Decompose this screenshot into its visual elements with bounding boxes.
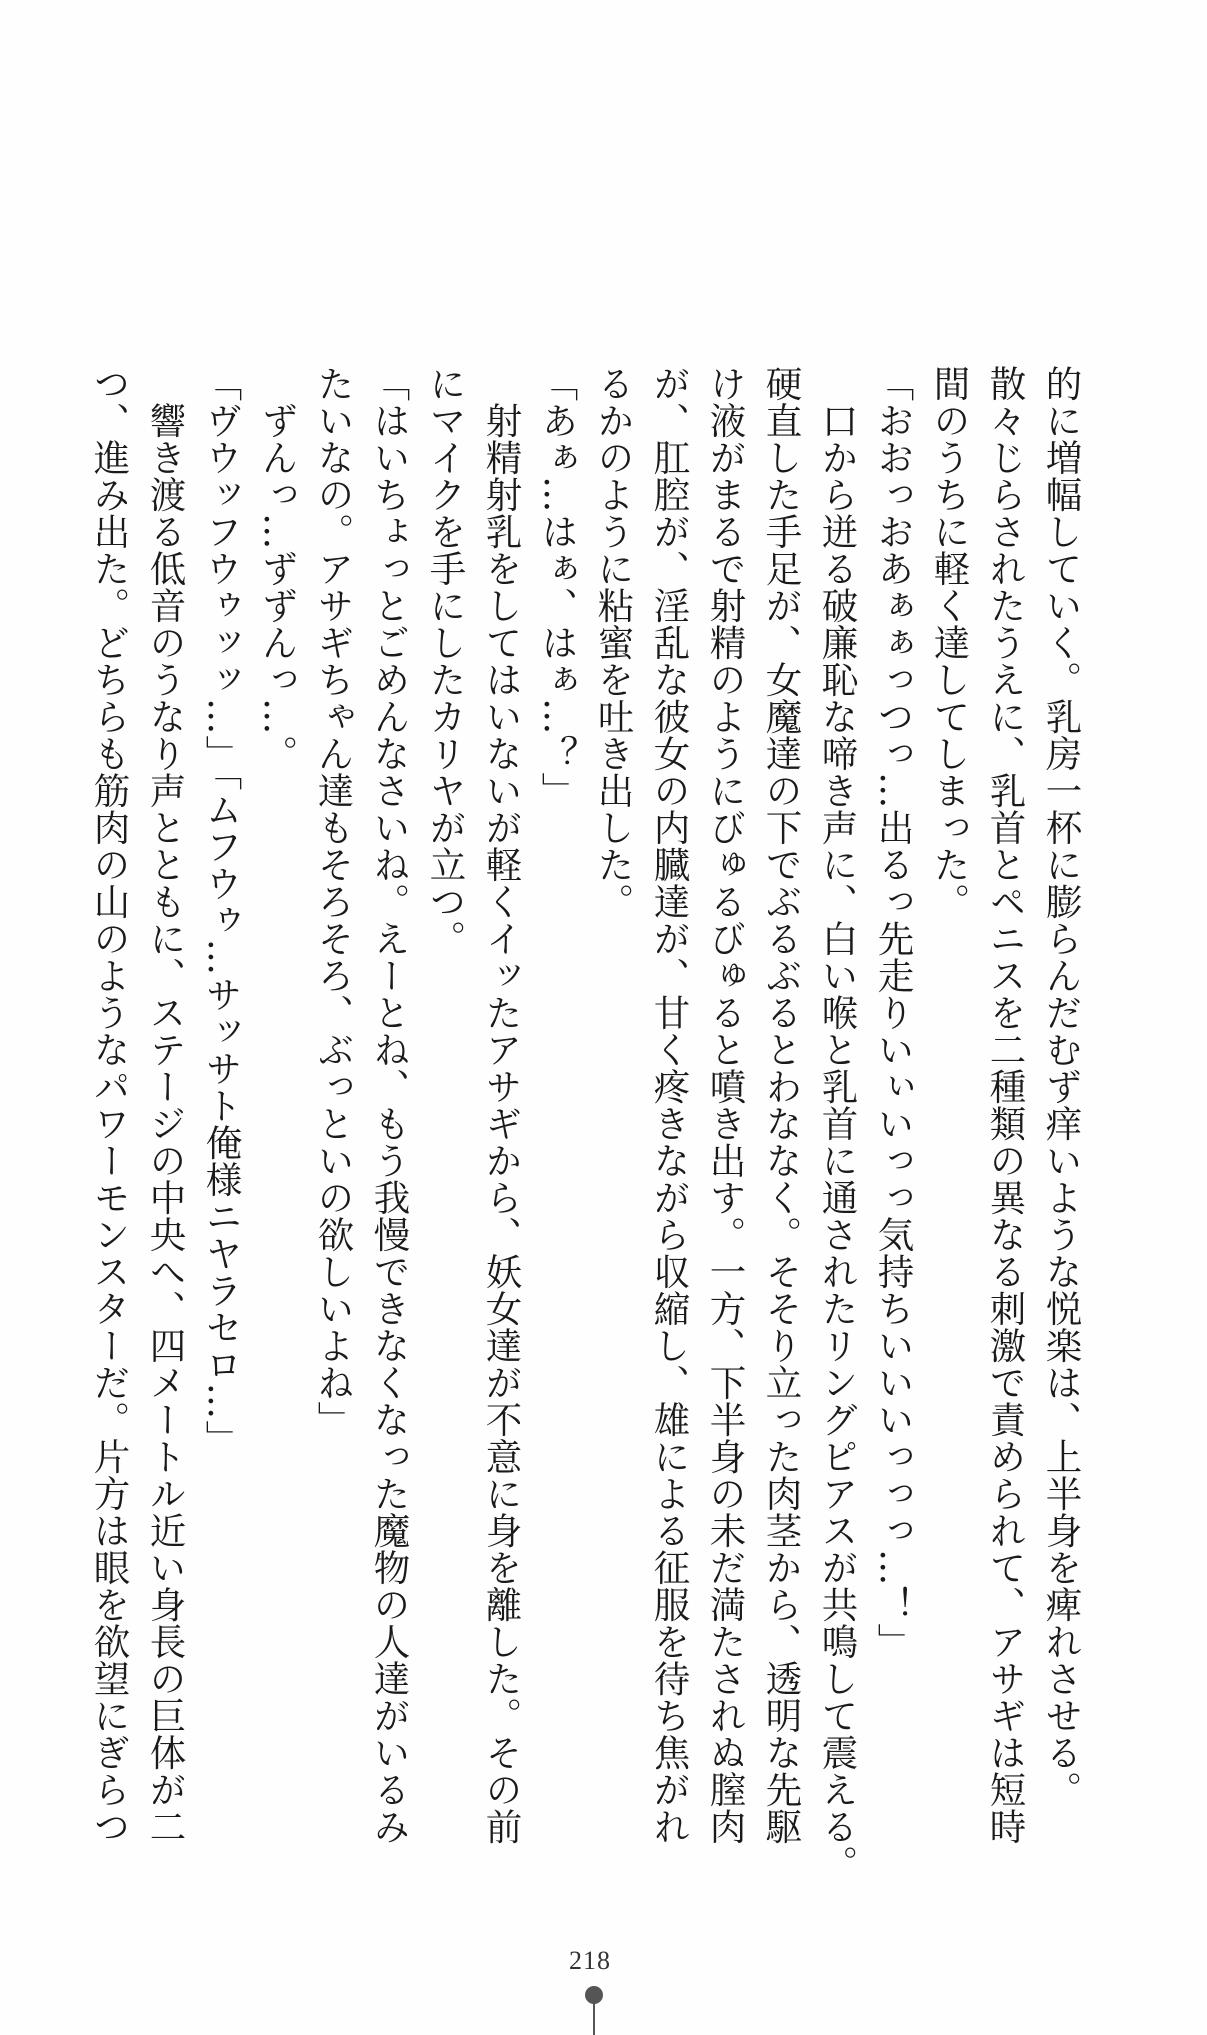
text-column: にマイクを手にしたカリヤが立つ。 [424, 365, 467, 957]
text-column: 「おおっおあぁぁっつっ…出るっ先走りいぃいっっ気持ちいいいっっっ…！」 [872, 365, 915, 1660]
page-marker-stem [593, 2002, 595, 2035]
text-column: が、肛腔が、淫乱な彼女の内臓達が、甘く疼きながら収縮し、雄による征服を待ち焦がれ [648, 365, 691, 1845]
text-column: け液がまるで射精のようにびゅるびゅると噴き出す。一方、下半身の未だ満たされぬ膣肉 [704, 365, 747, 1845]
text-column: 「あぁ…はぁ、はぁ…？」 [536, 365, 579, 809]
body-text [81, 365, 1089, 1882]
text-column: つ、進み出た。どちらも筋肉の山のようなパワーモンスターだ。片方は眼を欲望にぎらつ [88, 365, 131, 1845]
text-column: 「はいちょっとごめんなさいね。えーとね、もう我慢できなくなった魔物の人達がいるみ [368, 365, 411, 1845]
text-column: るかのように粘蜜を吐き出した。 [592, 365, 635, 920]
text-column: 的に増幅していく。乳房一杯に膨らんだむず痒いような悦楽は、上半身を痺れさせる。 [1040, 365, 1083, 1808]
text-column: 口から迸る破廉恥な啼き声に、白い喉と乳首に通されたリングピアスが共鳴して震える。 [816, 365, 859, 1882]
text-column: 間のうちに軽く達してしまった。 [928, 365, 971, 920]
text-column: 響き渡る低音のうなり声とともに、ステージの中央へ、四メートル近い身長の巨体が二 [144, 365, 187, 1845]
text-column: 硬直した手足が、女魔達の下でぶるぶるとわななく。そそり立った肉茎から、透明な先駆 [760, 365, 803, 1845]
page-marker-icon [585, 1986, 603, 2035]
text-column: ずんっ…ずずんっ…。 [256, 365, 299, 772]
text-column: 散々じらされたうえに、乳首とペニスを二種類の異なる刺激で責められて、アサギは短時 [984, 365, 1027, 1845]
page-number: 218 [569, 1946, 611, 1975]
text-column: 「ヴウッフウゥッッ…」「ムフウゥ…サッサト俺様ニヤラセロ…」 [200, 365, 243, 1457]
text-column: たいなの。アサギちゃん達もそろそろ、ぶっといの欲しいよね」 [312, 365, 355, 1438]
text-column: 射精射乳をしてはいないが軽くイッたアサギから、妖女達が不意に身を離した。その前 [480, 365, 523, 1845]
